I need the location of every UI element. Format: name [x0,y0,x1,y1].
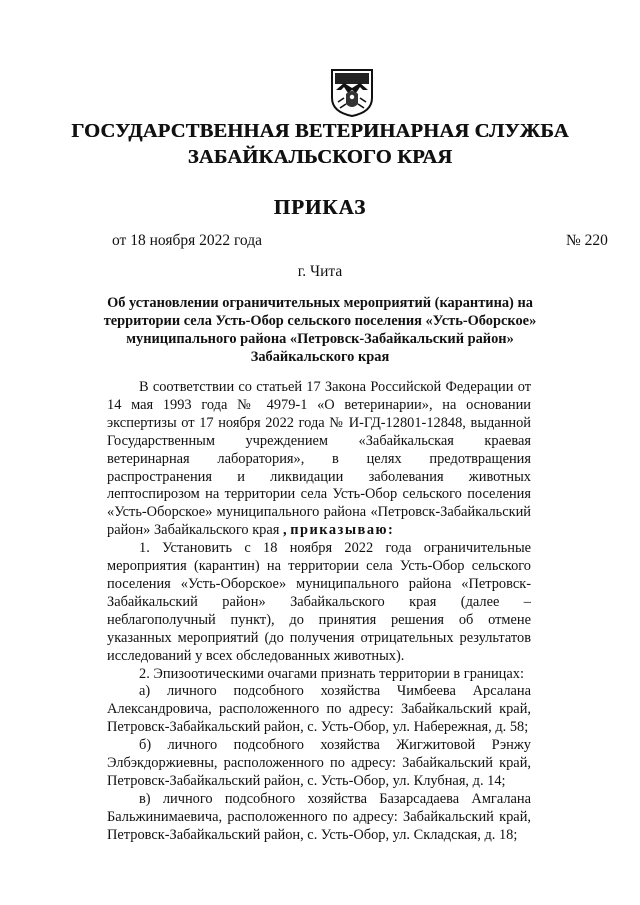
document-type-title: ПРИКАЗ [273,195,367,219]
order-heading-line: территории села Усть-Обор сельского поселения «Усть-Оборское» [103,313,537,329]
item-2-paragraph: 2. Эпизоотическими очагами признать территории в границах: [139,665,524,682]
item-1-paragraph: 1. Установить с 18 ноября 2022 года ограничительные мероприятия (карантин) на территории села Усть-Обор сельского поселения «Усть-Оборское» муниципального района «Петровск-Забайкальский район» Забайкальского края (далее – неблагополучный пункт), до принятия решения об отмене указанных мероприятий (до получения отрицательных результатов исследований у всех обследованных животных). [107,540,531,664]
order-city: г. Чита [297,263,343,280]
item-2c-paragraph: в) личного подсобного хозяйства Базарсадаева Амгалана Бальжинимаевича, расположенного по адресу: Забайкальский край, Петровск-Забайкальский район, с. Усть-Обор, ул. Складская, д. 18; [107,790,531,843]
item-2b-paragraph: б) личного подсобного хозяйства Жигжитовой Рэнжу Элбэкдоржиевны, расположенного по адресу: Забайкальский край, Петровск-Забайкальский район, с. Усть-Обор, ул. Клубная, д. 14; [107,737,531,789]
order-number: № 220 [566,232,608,249]
organization-name-line1: ГОСУДАРСТВЕННАЯ ВЕТЕРИНАРНАЯ СЛУЖБА [71,120,569,142]
preamble-text: В соответствии со статьей 17 Закона Российской Федерации от 14 мая 1993 года № 4979-1 «О ветеринарии», на основании экспертизы от 17 ноября 2022 года № И-ГД-12801-12848, выданной Государственным учреждением «Забайкальская краевая ветеринарная лаборатория», в целях предотвращения распространения и ликвидации заболевания животных лептоспирозом на территории села Усть-Обор сельского поселения «Усть-Оборское» муниципального района «Петровск-Забайкальский район» Забайкальского края [107,379,531,539]
preamble-paragraph [107,379,531,540]
order-heading-line: Об установлении ограничительных мероприятий (карантина) на [107,295,533,311]
order-body [107,379,531,845]
order-date: от 18 ноября 2022 года [112,232,263,249]
order-heading [100,294,540,366]
command-word: приказываю [290,522,389,539]
coat-of-arms-emblem [330,68,374,118]
preamble-comma: , [279,522,291,539]
command-colon: : [388,522,393,539]
item-2a-paragraph: а) личного подсобного хозяйства Чимбеева Арсалана Александровича, расположенного по адресу: Забайкальский край, Петровск-Забайкальский район, с. Усть-Обор, ул. Набережная, д. 58; [107,683,531,736]
order-heading-line: Забайкальского края [250,349,390,365]
order-heading-line: муниципального района «Петровск-Забайкальский район» [126,331,514,347]
organization-name-line2: ЗАБАЙКАЛЬСКОГО КРАЯ [187,146,453,168]
